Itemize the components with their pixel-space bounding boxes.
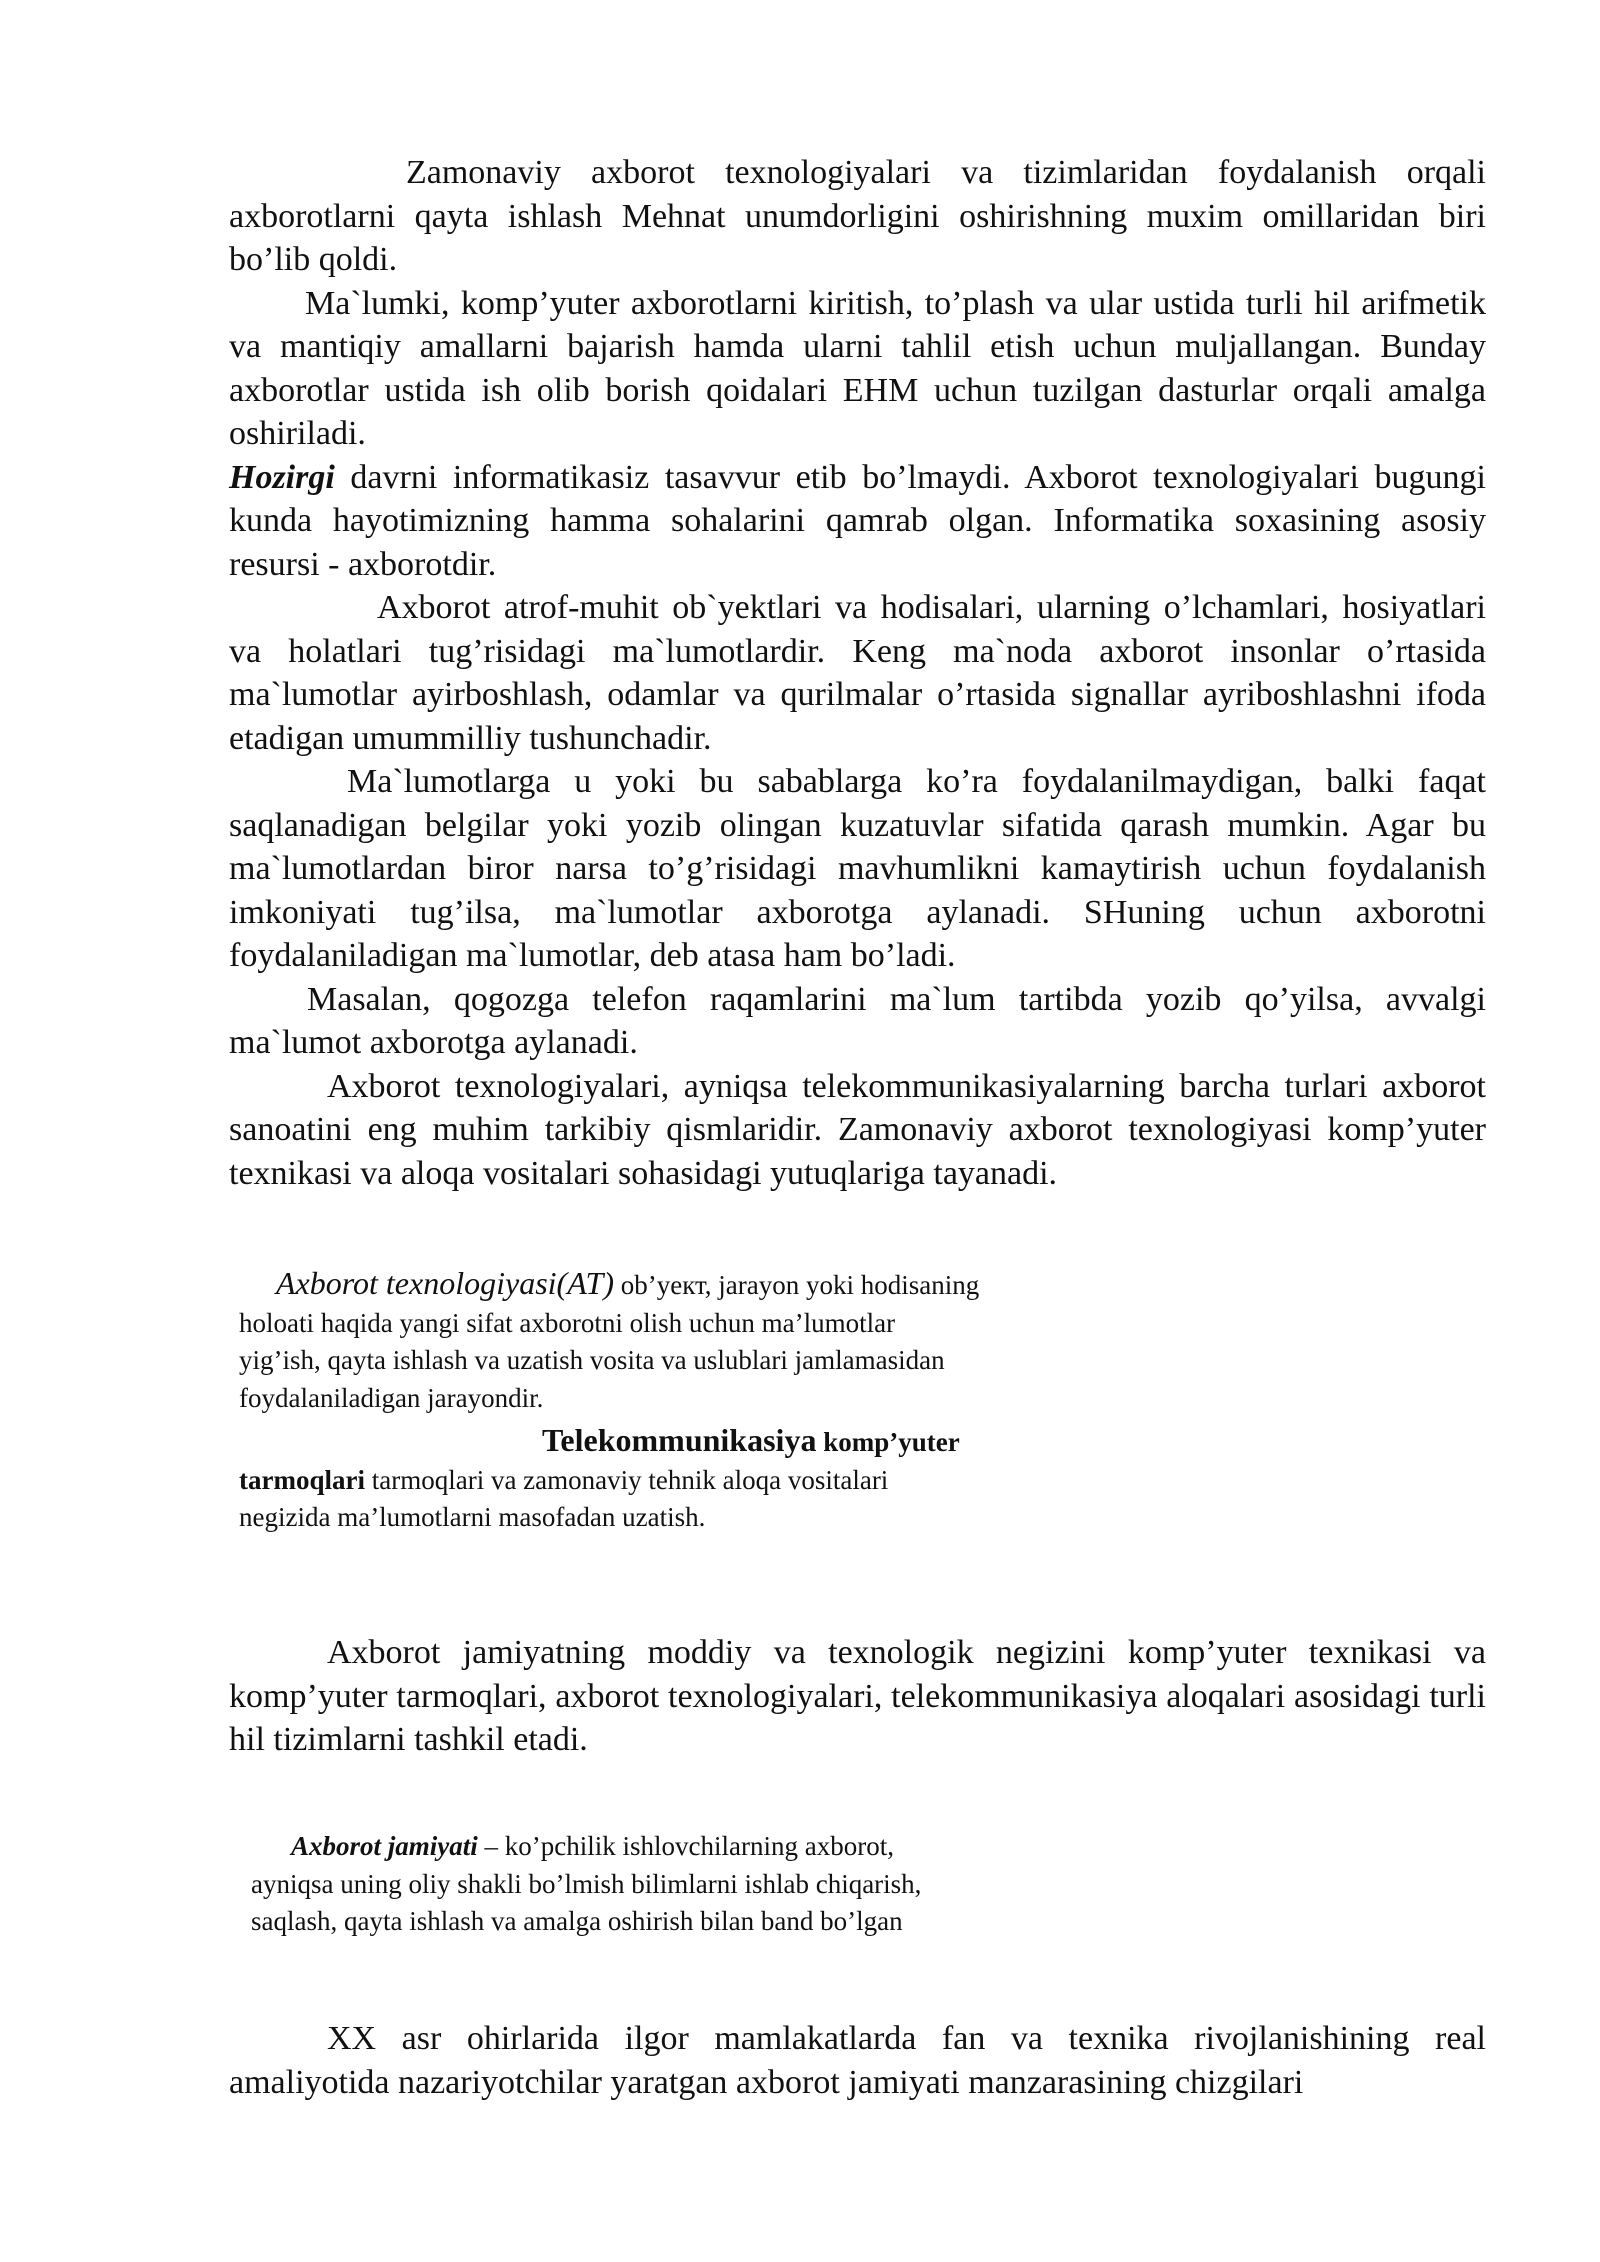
definition-telecom-line-2 (239, 1462, 1139, 1500)
paragraph-3-rest: davrni informatikasiz tasavvur etib bo’lmaydi. Axborot texnologiyalari bugungi kunda hayotimizning hamma sohalarini qamrab olgan. Informatika soxasining asosiy resursi - axborotdir. (229, 458, 1486, 583)
definition-society-line-3: saqlash, qayta ishlash va amalga oshirish bilan band bo’lgan (251, 1906, 903, 1936)
paragraph-3-lead: Hozirgi (229, 458, 335, 496)
definition-it-line-4: foydalaniladigan jarayondir. (239, 1382, 544, 1413)
paragraph-3 (229, 456, 1486, 587)
paragraph-6: Masalan, qogozga telefon raqamlarini ma`lum tartibda yozib qo’yilsa, avvalgi ma`lumot axborotga aylanadi. (229, 980, 1486, 1061)
definition-it-term: Axborot texnologiyasi(AT) (276, 1265, 614, 1301)
definition-telecom-line-2-rest: tarmoqlari va zamonaviy tehnik aloqa vositalari (364, 1464, 889, 1495)
paragraph-1-rest: axborotlarni qayta ishlash Mehnat unumdorligini oshirishning muxim omillaridan biri bo’lib qoldi. (229, 197, 1486, 278)
definition-telecom-line-2-bold: tarmoqlari (239, 1464, 365, 1495)
paragraph-4: Axborot atrof-muhit ob`yektlari va hodisalari, ularning o’lchamlari, hosiyatlari va holatlari tug’risidagi ma`lumotlardir. Keng ma`noda axborot insonlar o’rtasida ma`lumotlar ayirboshlash, odamlar va qurilmalar o’rtasida signallar ayriboshlashni ifoda etadigan umummilliy tushunchadir. (229, 589, 1486, 757)
definition-box-telecom (239, 1422, 1139, 1537)
definition-it-line-1 (239, 1265, 1139, 1305)
definition-box-it (239, 1265, 1139, 1417)
paragraph-1 (229, 151, 1486, 282)
paragraph-1-line-1: Zamonaviy axborot texnologiyalari va tizimlaridan foydalanish orqali (406, 154, 1486, 191)
definition-it-line-3: yig’ish, qayta ishlash va uzatish vosita va uslublari jamlamasidan (239, 1345, 945, 1375)
definition-telecom-line-1 (239, 1422, 1139, 1462)
definition-telecom-term: Telekommunikasiya (542, 1422, 817, 1458)
paragraph-8: Axborot jamiyatning moddiy va texnologik negizini komp’yuter texnikasi va komp’yuter tarmoqlari, axborot texnologiyalari, telekommunikasiya aloqalari asosidagi turli hil tizimlarni tashkil etadi. (229, 1634, 1486, 1758)
definition-telecom-term-tail: komp’yuter (816, 1427, 960, 1457)
paragraph-9: XX asr ohirlarida ilgor mamlakatlarda fan va texnika rivojlanishining real amaliyotida nazariyotchilar yaratgan axborot jamiyati manzarasining chizgilari (229, 2020, 1486, 2101)
definition-society-line-1 (251, 1828, 1151, 1866)
definition-society-line-2: ayniqsa uning oliy shakli bo’lmish bilimlarni ishlab chiqarish, (251, 1868, 922, 1899)
text-block-main (229, 151, 1486, 1195)
definition-society-line-1-rest: – ko’pchilik ishlovchilarning axborot, (477, 1831, 894, 1861)
text-block-xx-century (229, 2017, 1486, 2104)
definition-box-society (251, 1828, 1151, 1941)
text-block-society (229, 1631, 1486, 1762)
definition-it-line-1-rest: ob’yeкт, jarayon yoki hodisaning (614, 1270, 980, 1300)
definition-society-term: Axborot jamiyati (291, 1831, 478, 1861)
definition-it-line-2: holoati haqida yangi sifat axborotni olish uchun ma’lumotlar (239, 1307, 896, 1338)
paragraph-2: Ma`lumki, komp’yuter axborotlarni kiritish, to’plash va ular ustida turli hil arifmetik va mantiqiy amallarni bajarish hamda ularni tahlil etish uchun muljallangan. Bunday axborotlar ustida ish olib borish qoidalari EHM uchun tuzilgan dasturlar orqali amalga oshiriladi. (229, 284, 1486, 452)
paragraph-7: Axborot texnologiyalari, ayniqsa telekommunikasiyalarning barcha turlari axborot sanoatini eng muhim tarkibiy qismlaridir. Zamonaviy axborot texnologiyasi komp’yuter texnikasi va aloqa vositalari sohasidagi yutuqlariga tayanadi. (229, 1067, 1486, 1192)
definition-telecom-line-3: negizida ma’lumotlarni masofadan uzatish. (239, 1502, 706, 1532)
paragraph-5: Ma`lumotlarga u yoki bu sabablarga ko’ra foydalanilmaydigan, balki faqat saqlanadigan belgilar yoki yozib olingan kuzatuvlar sifatida qarash mumkin. Agar bu ma`lumotlardan biror narsa to’g’risidagi mavhumlikni kamaytirish uchun foydalanish imkoniyati tug’ilsa, ma`lumotlar axborotga aylanadi. SHuning uchun axborotni foydalaniladigan ma`lumotlar, deb atasa ham bo’ladi. (229, 763, 1486, 974)
